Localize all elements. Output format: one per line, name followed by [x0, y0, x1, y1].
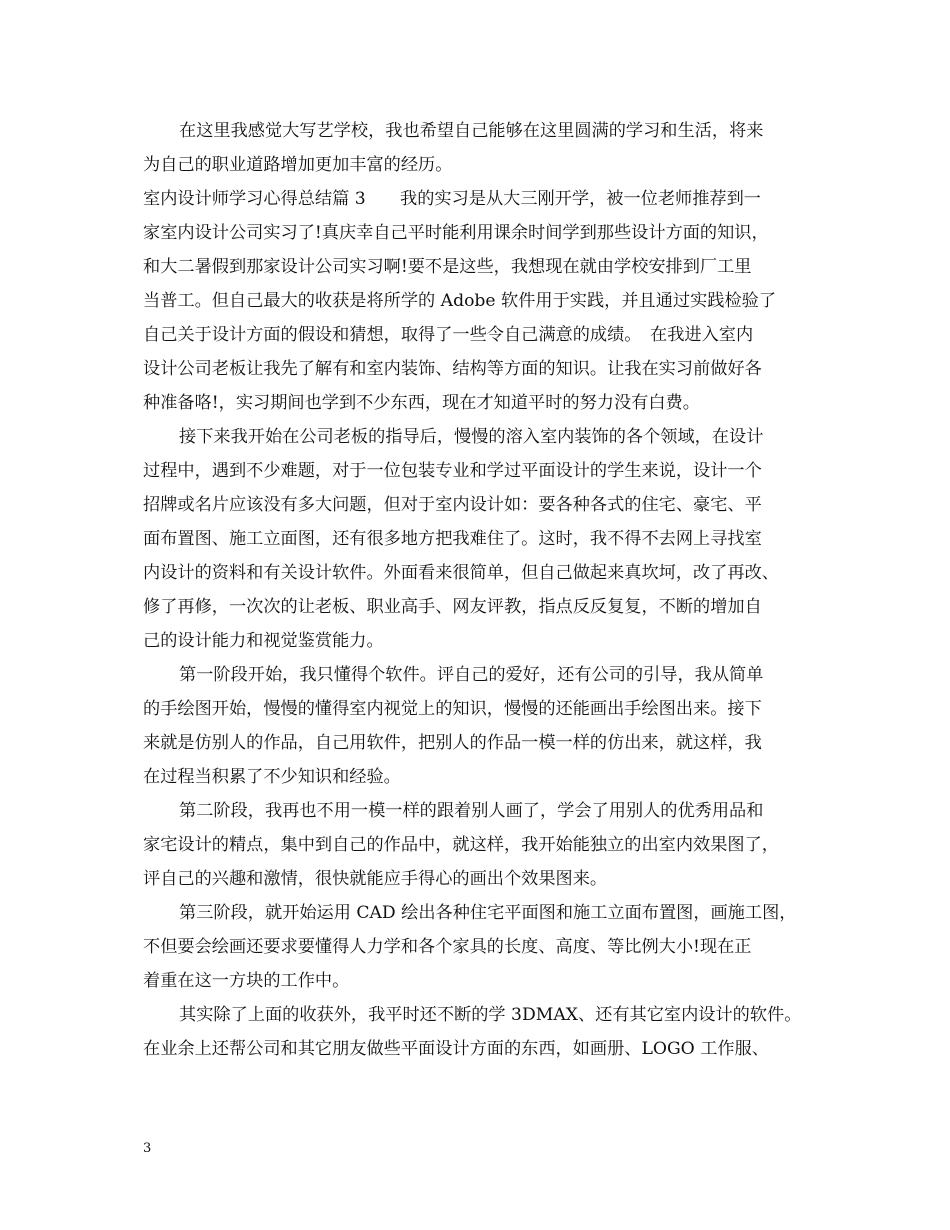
text-line: 家室内设计公司实习了!真庆幸自己平时能利用课余时间学到那些设计方面的知识，: [143, 223, 769, 243]
text-line: 家宅设计的精点，集中到自己的作品中，就这样，我开始能独立的出室内效果图了，: [143, 835, 779, 855]
text-line: 己的设计能力和视觉鉴赏能力。: [143, 631, 384, 651]
text-line: 其实除了上面的收获外，我平时还不断的学 3DMAX、还有其它室内设计的软件。: [179, 1005, 802, 1025]
text-line: 第三阶段，就开始运用 CAD 绘出各种住宅平面图和施工立面布置图，画施工图，: [179, 903, 797, 923]
text-line: 来就是仿别人的作品，自己用软件，把别人的作品一模一样的仿出来，就这样，我: [143, 733, 762, 753]
text-line: 当普工。但自己最大的收获是将所学的 Adobe 软件用于实践，并且通过实践检验了: [143, 291, 777, 311]
text-line: 设计公司老板让我先了解有和室内装饰、结构等方面的知识。让我在实习前做好各: [143, 359, 762, 379]
text-line: 种准备咯!，实习期间也学到不少东西，现在才知道平时的努力没有白费。: [143, 393, 700, 413]
text-line: 接下来我开始在公司老板的指导后，慢慢的溶入室内装饰的各个领域，在设计: [179, 427, 764, 447]
text-line: 内设计的资料和有关设计软件。外面看来很简单，但自己做起来真坎坷，改了再改、: [143, 563, 779, 583]
text-line: 第二阶段，我再也不用一模一样的跟着别人画了，学会了用别人的优秀用品和: [179, 801, 764, 821]
text-line: 评自己的兴趣和激情，很快就能应手得心的画出个效果图来。: [143, 869, 608, 889]
text-line: 不但要会绘画还要求要懂得人力学和各个家具的长度、高度、等比例大小!现在正: [143, 937, 752, 957]
text-line: 的手绘图开始，慢慢的懂得室内视觉上的知识，慢慢的还能画出手绘图出来。接下: [143, 699, 762, 719]
text-line: 在业余上还帮公司和其它朋友做些平面设计方面的东西，如画册、LOGO 工作服、: [143, 1039, 769, 1059]
text-line: 自己关于设计方面的假设和猜想，取得了一些令自己满意的成绩。 在我进入室内: [143, 325, 754, 345]
text-line: 招牌或名片应该没有多大问题，但对于室内设计如：要各种各式的住宅、豪宅、平: [143, 495, 762, 515]
section-heading-line: 室内设计师学习心得总结篇 3 我的实习是从大三刚开学，被一位老师推荐到一: [143, 189, 761, 209]
text-line: 和大二暑假到那家设计公司实习啊!要不是这些，我想现在就由学校安排到厂工里: [143, 257, 752, 277]
text-line: 为自己的职业道路增加更加丰富的经历。: [143, 155, 453, 175]
text-line: 着重在这一方块的工作中。: [143, 971, 350, 991]
text-line: 第一阶段开始，我只懂得个软件。评自己的爱好，还有公司的引导，我从简单: [179, 665, 764, 685]
page-number: 3: [143, 1141, 152, 1156]
text-line: 面布置图、施工立面图，还有很多地方把我难住了。这时，我不得不去网上寻找室: [143, 529, 762, 549]
body-text: [143, 114, 843, 1066]
text-line: 修了再修，一次次的让老板、职业高手、网友评教，指点反反复复，不断的增加自: [143, 597, 762, 617]
text-line: 在这里我感觉大写艺学校，我也希望自己能够在这里圆满的学习和生活，将来: [179, 121, 764, 141]
text-line: 过程中，遇到不少难题，对于一位包装专业和学过平面设计的学生来说，设计一个: [143, 461, 762, 481]
text-line: 在过程当积累了不少知识和经验。: [143, 767, 401, 787]
